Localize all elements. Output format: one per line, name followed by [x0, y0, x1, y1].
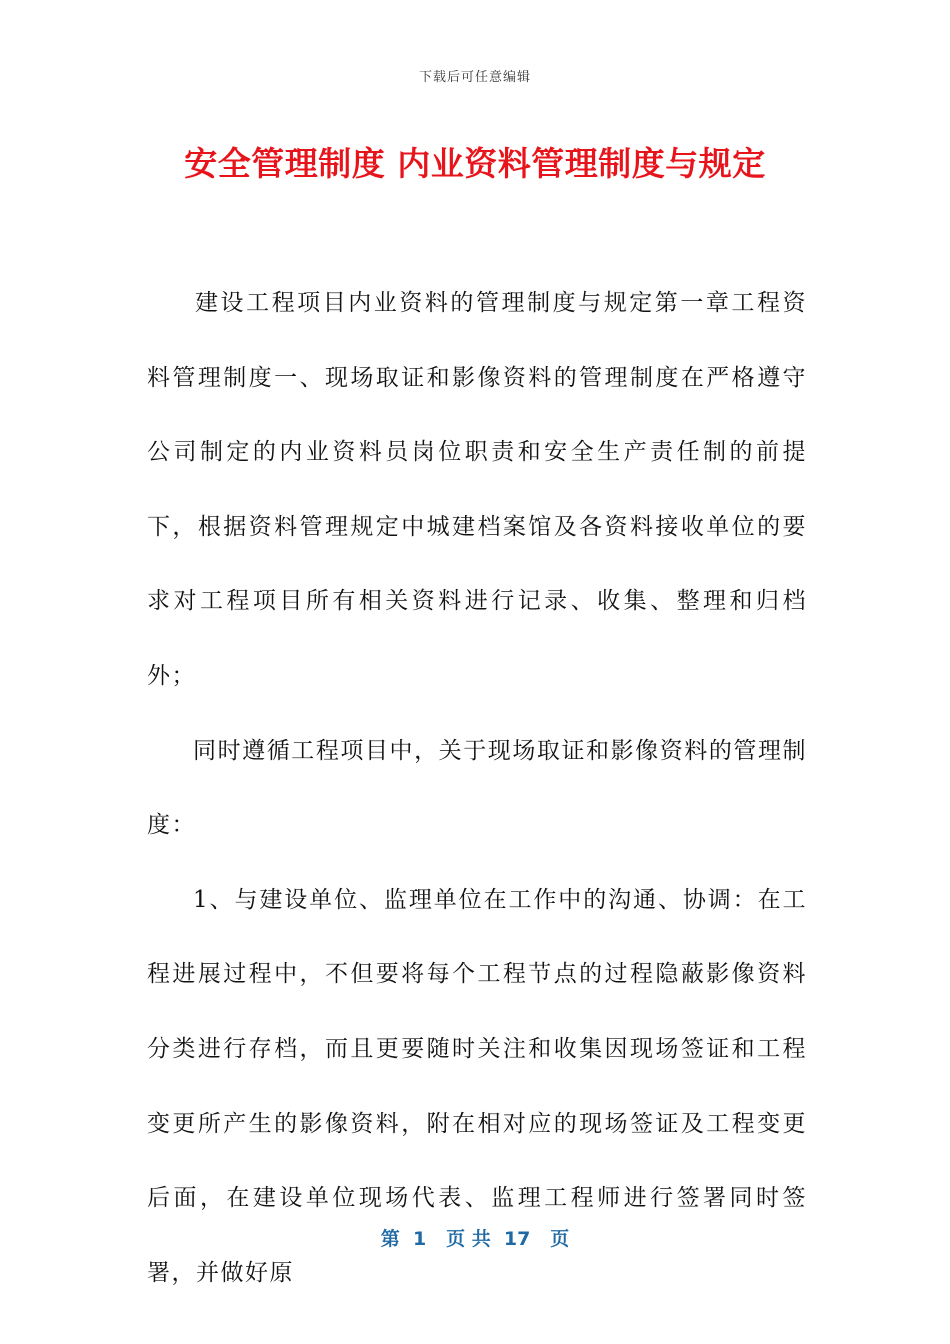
header-note: 下载后可任意编辑	[418, 70, 531, 85]
document-title: 安全管理制度 内业资料管理制度与规定	[184, 144, 766, 183]
paragraph-2: 同时遵循工程项目中，关于现场取证和影像资料的管理制度：	[147, 737, 807, 839]
document-body	[147, 266, 807, 1310]
paragraph-1: 建设工程项目内业资料的管理制度与规定第一章工程资料管理制度一、现场取证和影像资料的管理制度在严格遵守公司制定的内业资料员岗位职责和安全生产责任制的前提下，根据资料管理规定中城建档案馆及各资料接收单位的要求对工程项目所有相关资料进行记录、收集、整理和归档外；	[147, 290, 807, 689]
paragraph-3: 1、与建设单位、监理单位在工作中的沟通、协调：在工程进展过程中，不但要将每个工程节点的过程隐蔽影像资料分类进行存档，而且更要随时关注和收集因现场签证和工程变更所产生的影像资料，附在相对应的现场签证及工程变更后面，在建设单位现场代表、监理工程师进行签署同时签署，并做好原	[147, 886, 807, 1286]
page-footer: 第 1 页 共 17 页	[380, 1228, 570, 1250]
